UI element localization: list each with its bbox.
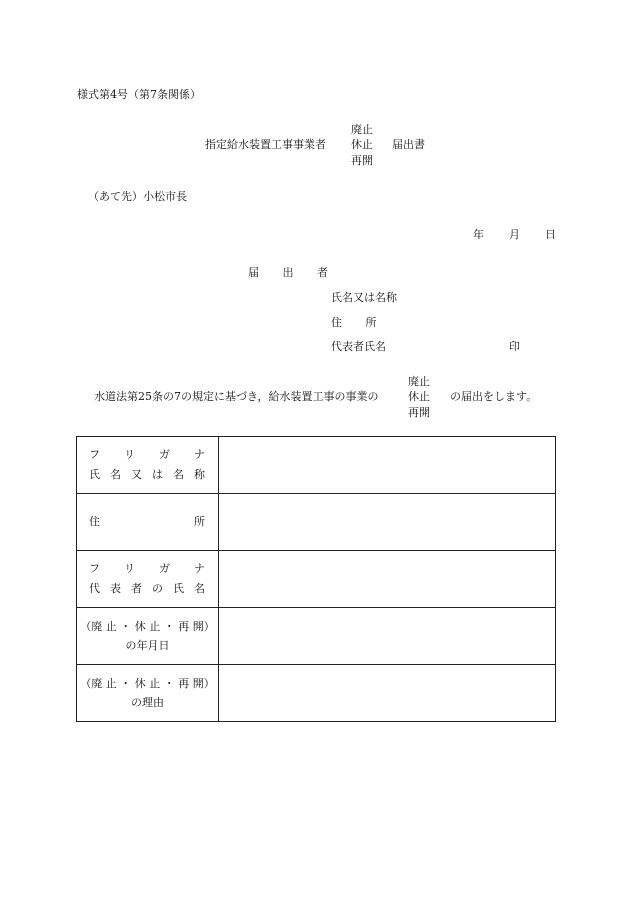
body-option-abolish: 廃止 <box>408 375 430 388</box>
label-line: の理由 <box>131 696 164 709</box>
table-label-cell <box>77 494 219 551</box>
label-char: 者 <box>131 582 142 595</box>
label-char: ナ <box>194 562 205 575</box>
addressee: （あて先）小松市長 <box>88 190 187 203</box>
label-line <box>77 559 218 579</box>
label-char: は <box>152 468 163 481</box>
body-option-suspend: 休止 <box>408 390 430 403</box>
label-char: ガ <box>159 448 170 461</box>
table-label-cell <box>77 437 219 494</box>
label-char: の <box>152 582 163 595</box>
title-main: 指定給水装置工事事業者 <box>205 138 326 151</box>
label-char: 表 <box>110 582 121 595</box>
label-char: 代 <box>89 582 100 595</box>
body-text-tail: の届出をします。 <box>450 390 538 403</box>
title-suffix: 届出書 <box>392 138 425 151</box>
label-line: の年月日 <box>125 639 170 652</box>
label-char: 又 <box>131 468 142 481</box>
label-char: リ <box>124 448 135 461</box>
furigana-name-row <box>77 437 556 494</box>
body-option-resume: 再開 <box>408 406 430 419</box>
label-char: 名 <box>110 468 121 481</box>
label-char: 称 <box>194 468 205 481</box>
table-label-cell <box>77 551 219 608</box>
date-row <box>77 608 556 665</box>
label-char: フ <box>89 448 100 461</box>
label-char: フ <box>89 562 100 575</box>
table-value-cell[interactable] <box>219 551 556 608</box>
form-number: 様式第4号（第7条関係） <box>77 88 201 101</box>
notifier-heading: 届 出 者 <box>248 266 338 279</box>
notifier-representative-label: 代表者氏名 <box>331 340 386 353</box>
label-line <box>77 579 218 599</box>
table-label-cell <box>77 665 219 722</box>
label-char: 所 <box>194 515 205 528</box>
table-value-cell[interactable] <box>219 437 556 494</box>
table-value-cell[interactable] <box>219 494 556 551</box>
label-char: 氏 <box>173 582 184 595</box>
title-option-resume: 再開 <box>351 154 373 167</box>
label-line <box>77 512 218 532</box>
label-char: リ <box>124 562 135 575</box>
notification-table <box>76 436 556 722</box>
seal-mark: 印 <box>509 340 520 353</box>
table-label-cell <box>77 608 219 665</box>
body-text-lead: 水道法第25条の7の規定に基づき，給水装置工事の事業の <box>94 390 379 403</box>
title-option-abolish: 廃止 <box>351 123 373 136</box>
address-row <box>77 494 556 551</box>
furigana-representative-row <box>77 551 556 608</box>
reason-row <box>77 665 556 722</box>
table-value-cell[interactable] <box>219 665 556 722</box>
label-line <box>77 465 218 485</box>
table-value-cell[interactable] <box>219 608 556 665</box>
label-line: （廃 止 ・ 休 止 ・ 再 開） <box>80 620 215 633</box>
notifier-name-label: 氏名又は名称 <box>331 291 397 304</box>
label-char: 名 <box>194 582 205 595</box>
label-char: 住 <box>89 515 100 528</box>
label-char: ガ <box>159 562 170 575</box>
label-char: ナ <box>194 448 205 461</box>
date-month-label: 月 <box>509 228 520 241</box>
label-line: （廃 止 ・ 休 止 ・ 再 開） <box>80 677 215 690</box>
label-line <box>77 445 218 465</box>
date-day-label: 日 <box>545 228 556 241</box>
label-char: 氏 <box>89 468 100 481</box>
date-year-label: 年 <box>473 228 484 241</box>
notifier-address-label: 住 所 <box>331 316 387 329</box>
label-char: 名 <box>173 468 184 481</box>
title-option-suspend: 休止 <box>351 138 373 151</box>
